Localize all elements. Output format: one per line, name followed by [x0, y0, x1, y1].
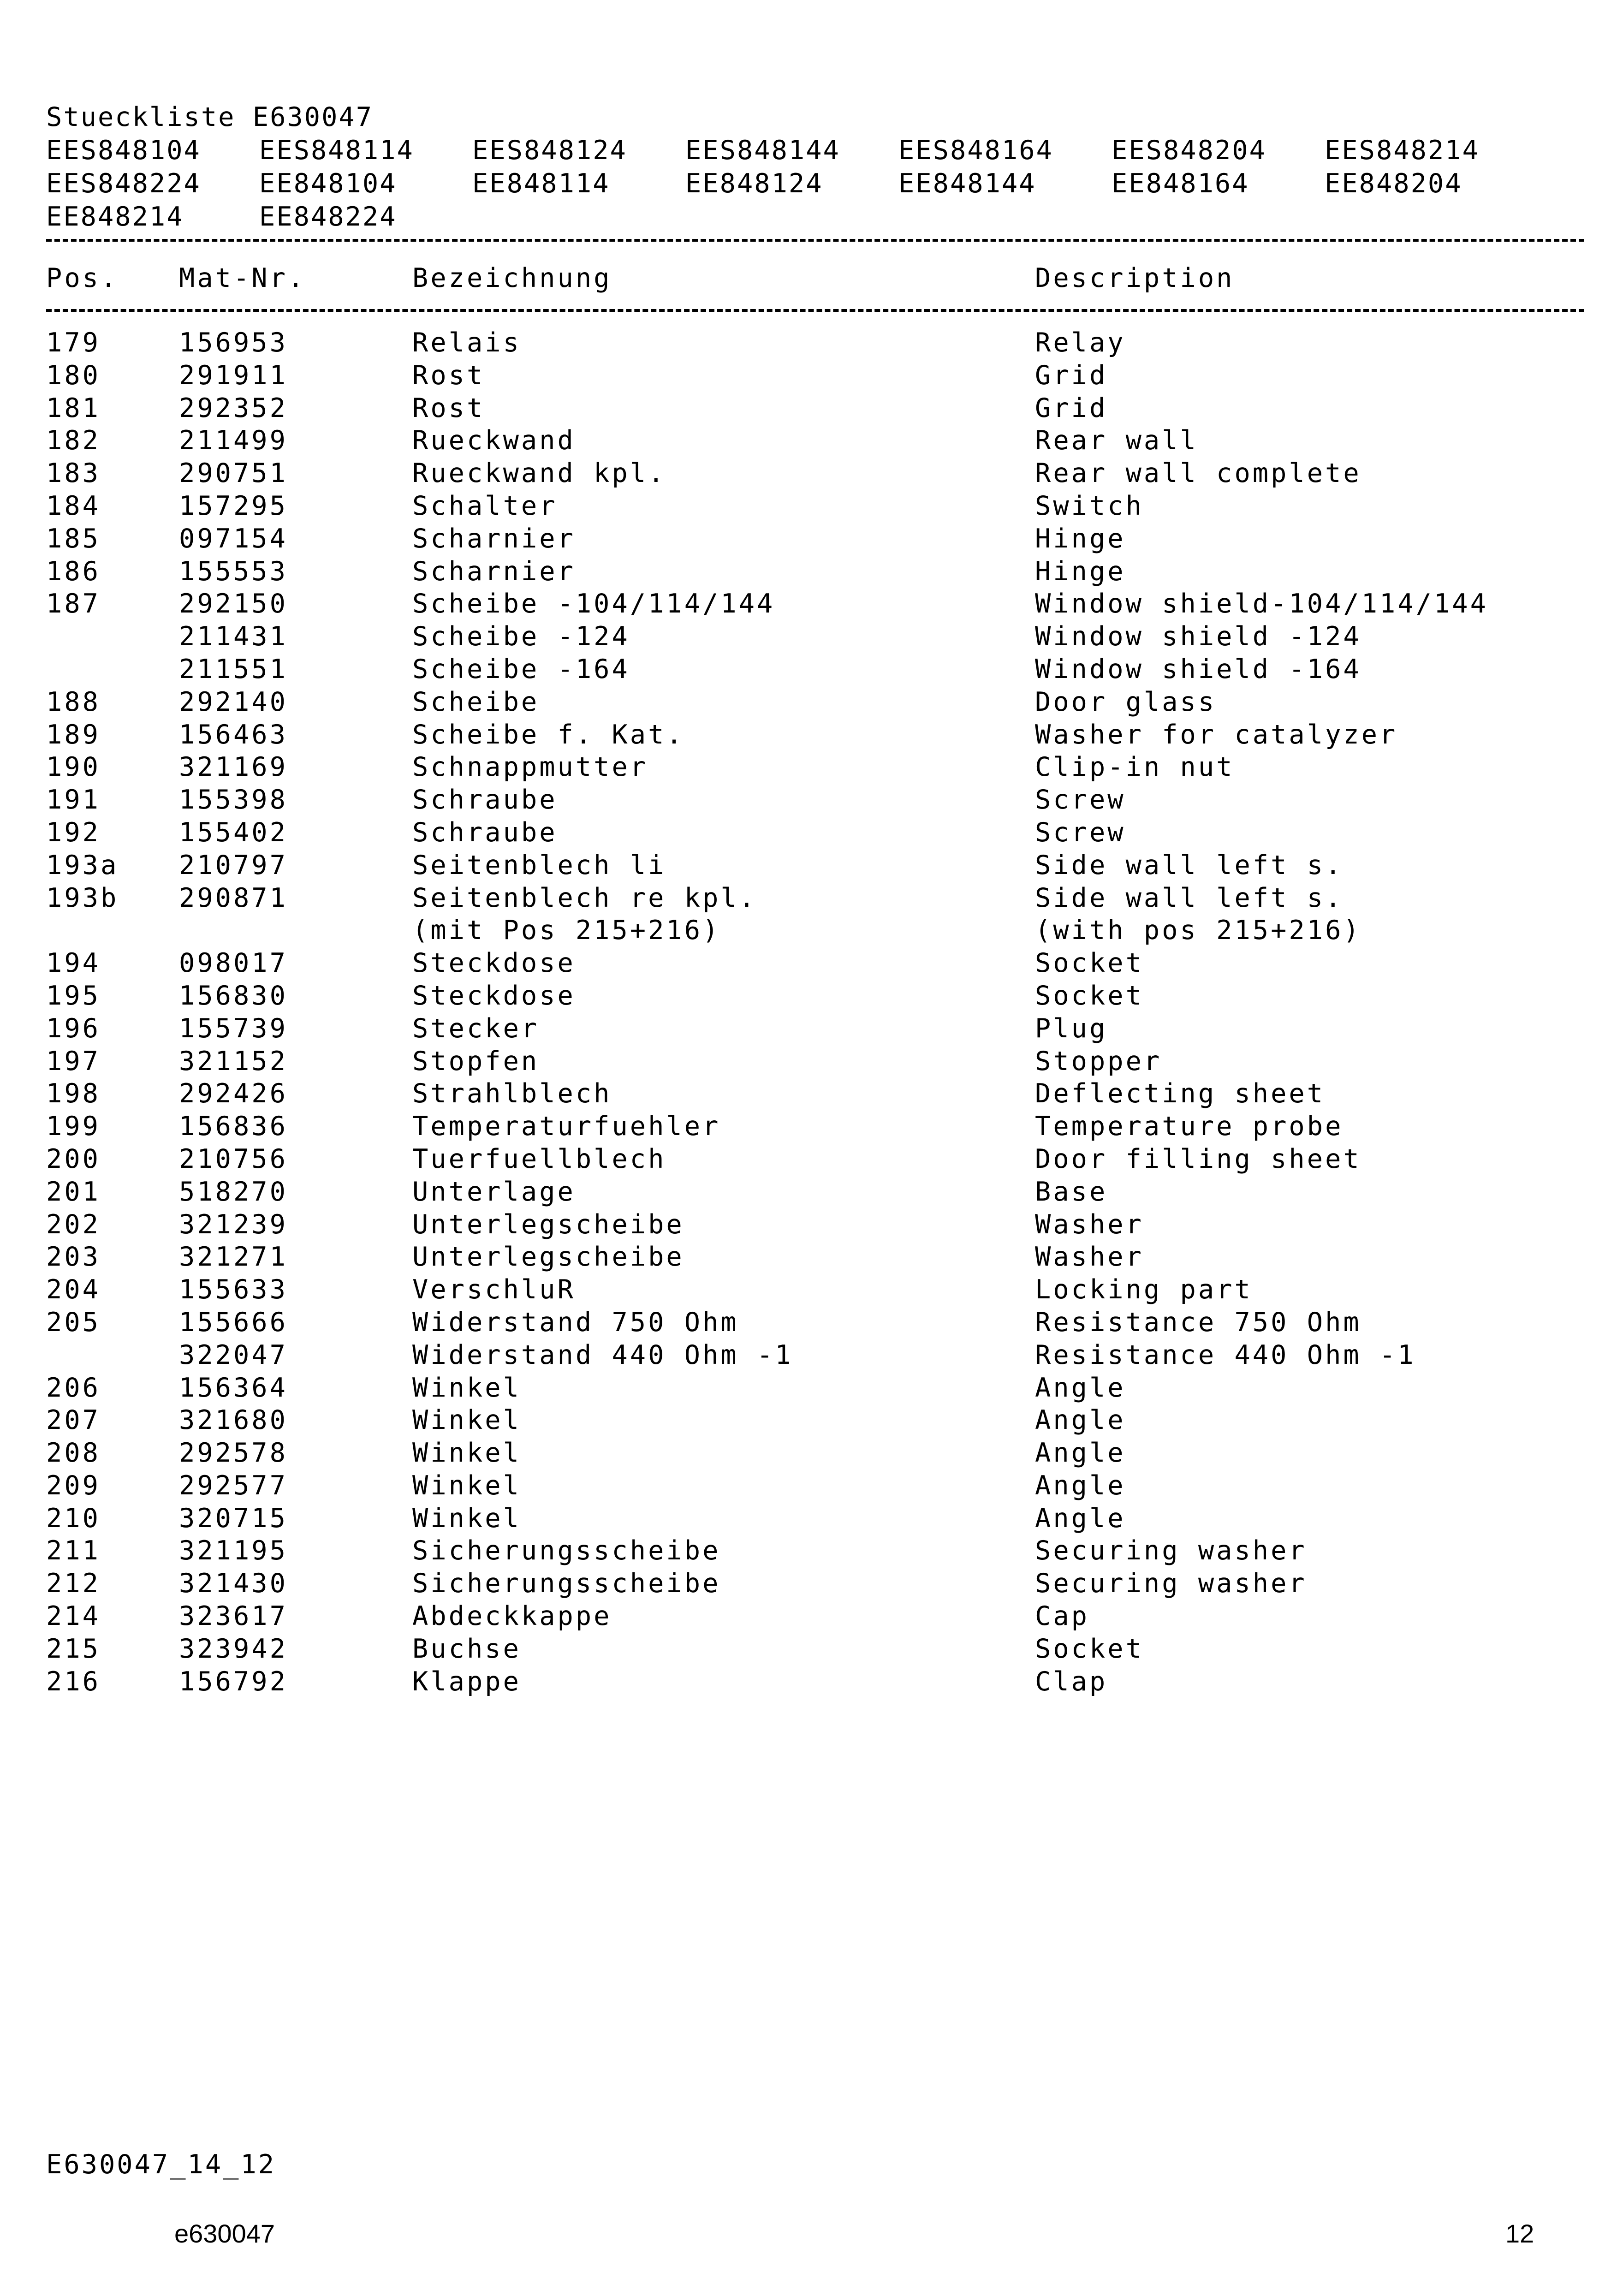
part-bezeichnung: (mit Pos 215+216) [412, 915, 721, 946]
model-number: EE848144 [898, 168, 1036, 199]
part-pos: 207 [46, 1405, 101, 1436]
model-number: EE848214 [46, 202, 184, 232]
part-mat-nr: 211551 [179, 654, 288, 684]
model-number: EES848224 [46, 168, 201, 199]
table-row [46, 1274, 1584, 1307]
part-bezeichnung: Widerstand 440 Ohm -1 [412, 1339, 793, 1370]
part-mat-nr: 292577 [179, 1470, 288, 1501]
table-row [46, 556, 1584, 589]
table-row [46, 458, 1584, 491]
part-description: Temperature probe [1035, 1111, 1344, 1142]
part-bezeichnung: Winkel [412, 1438, 521, 1469]
part-mat-nr: 323617 [179, 1601, 288, 1632]
part-description: Door glass [1035, 686, 1217, 717]
model-number: EE848204 [1325, 168, 1462, 199]
model-row [46, 134, 1538, 167]
table-row [46, 883, 1584, 916]
part-description: Side wall left s. [1035, 882, 1344, 913]
part-pos: 192 [46, 817, 101, 848]
part-description: Angle [1035, 1503, 1126, 1534]
part-description: Relay [1035, 327, 1126, 358]
table-row [46, 1144, 1584, 1177]
part-mat-nr: 292150 [179, 589, 288, 619]
part-bezeichnung: Scheibe -104/114/144 [412, 589, 775, 619]
table-row [46, 785, 1584, 817]
part-pos: 194 [46, 948, 101, 979]
part-mat-nr: 156836 [179, 1111, 288, 1142]
table-row [46, 1013, 1584, 1046]
part-bezeichnung: Rost [412, 393, 485, 423]
part-description: Washer [1035, 1242, 1144, 1273]
document-code: E630047_14_12 [46, 2149, 276, 2180]
part-bezeichnung: Seitenblech re kpl. [412, 882, 757, 913]
part-mat-nr: 321169 [179, 752, 288, 783]
part-description: (with pos 215+216) [1035, 915, 1361, 946]
part-pos: 198 [46, 1078, 101, 1109]
part-bezeichnung: Schalter [412, 490, 558, 521]
part-pos: 204 [46, 1274, 101, 1305]
part-mat-nr: 155633 [179, 1274, 288, 1305]
part-description: Resistance 750 Ohm [1035, 1307, 1361, 1338]
part-mat-nr: 321680 [179, 1405, 288, 1436]
part-pos: 196 [46, 1013, 101, 1044]
header-bezeichnung: Bezeichnung [412, 263, 612, 293]
part-bezeichnung: Temperaturfuehler [412, 1111, 721, 1142]
model-row [46, 200, 1538, 233]
divider-header [46, 309, 1584, 312]
part-description: Switch [1035, 490, 1144, 521]
part-bezeichnung: Tuerfuellblech [412, 1143, 666, 1174]
part-mat-nr: 321271 [179, 1242, 288, 1273]
part-description: Rear wall [1035, 425, 1198, 456]
part-description: Window shield -164 [1035, 654, 1361, 684]
part-pos: 185 [46, 523, 101, 554]
part-description: Stopper [1035, 1046, 1162, 1077]
part-mat-nr: 321195 [179, 1535, 288, 1566]
part-mat-nr: 211431 [179, 621, 288, 652]
part-pos: 200 [46, 1143, 101, 1174]
part-pos: 208 [46, 1438, 101, 1469]
table-row [46, 1634, 1584, 1666]
part-mat-nr: 321239 [179, 1209, 288, 1240]
table-row [46, 1438, 1584, 1470]
part-bezeichnung: Stopfen [412, 1046, 540, 1077]
table-row [46, 720, 1584, 752]
part-bezeichnung: Rost [412, 360, 485, 391]
model-number: EES848104 [46, 135, 201, 166]
part-bezeichnung: Steckdose [412, 980, 576, 1011]
part-bezeichnung: Winkel [412, 1405, 521, 1436]
part-pos: 195 [46, 980, 101, 1011]
part-mat-nr: 292352 [179, 393, 288, 423]
part-pos: 212 [46, 1568, 101, 1599]
part-bezeichnung: Winkel [412, 1470, 521, 1501]
part-pos: 189 [46, 719, 101, 750]
table-row [46, 1535, 1584, 1568]
table-row [46, 393, 1584, 426]
part-pos: 183 [46, 458, 101, 489]
part-mat-nr: 518270 [179, 1176, 288, 1207]
part-pos: 214 [46, 1601, 101, 1632]
table-row [46, 752, 1584, 785]
table-row [46, 327, 1584, 360]
part-bezeichnung: Schraube [412, 785, 558, 815]
model-number: EES848124 [472, 135, 627, 166]
part-pos: 188 [46, 686, 101, 717]
part-bezeichnung: Rueckwand kpl. [412, 458, 666, 489]
part-bezeichnung: Scheibe f. Kat. [412, 719, 684, 750]
divider-top [46, 239, 1584, 242]
part-pos: 191 [46, 785, 101, 815]
part-bezeichnung: Winkel [412, 1503, 521, 1534]
part-description: Hinge [1035, 556, 1126, 587]
table-row [46, 1601, 1584, 1634]
part-mat-nr: 292578 [179, 1438, 288, 1469]
table-row [46, 850, 1584, 883]
table-row [46, 1568, 1584, 1601]
part-bezeichnung: Sicherungsscheibe [412, 1535, 721, 1566]
part-pos: 193a [46, 850, 119, 880]
part-bezeichnung: Strahlblech [412, 1078, 612, 1109]
table-row [46, 1209, 1584, 1242]
part-mat-nr: 292140 [179, 686, 288, 717]
table-row [46, 1307, 1584, 1340]
part-mat-nr: 321152 [179, 1046, 288, 1077]
part-pos: 209 [46, 1470, 101, 1501]
part-description: Deflecting sheet [1035, 1078, 1326, 1109]
table-row [46, 915, 1584, 948]
part-bezeichnung: Schraube [412, 817, 558, 848]
part-bezeichnung: Scheibe -124 [412, 621, 630, 652]
table-row [46, 1046, 1584, 1079]
part-description: Screw [1035, 817, 1126, 848]
part-bezeichnung: Unterlegscheibe [412, 1242, 684, 1273]
part-mat-nr: 156792 [179, 1666, 288, 1697]
header-mat-nr: Mat-Nr. [179, 263, 306, 293]
part-description: Window shield -124 [1035, 621, 1361, 652]
part-bezeichnung: Scheibe -164 [412, 654, 630, 684]
part-bezeichnung: Unterlage [412, 1176, 576, 1207]
table-row [46, 621, 1584, 654]
part-mat-nr: 290751 [179, 458, 288, 489]
part-mat-nr: 098017 [179, 948, 288, 979]
part-description: Angle [1035, 1405, 1126, 1436]
model-number: EE848114 [472, 168, 610, 199]
table-row [46, 981, 1584, 1013]
part-bezeichnung: Abdeckkappe [412, 1601, 612, 1632]
part-description: Securing washer [1035, 1535, 1307, 1566]
page-number: 12 [1505, 2219, 1534, 2248]
parts-table [46, 327, 1584, 1699]
part-mat-nr: 156463 [179, 719, 288, 750]
part-bezeichnung: Steckdose [412, 948, 576, 979]
part-bezeichnung: Schnappmutter [412, 752, 648, 783]
model-number: EE848224 [259, 202, 397, 232]
part-mat-nr: 156830 [179, 980, 288, 1011]
part-description: Window shield-104/114/144 [1035, 589, 1488, 619]
part-description: Cap [1035, 1601, 1089, 1632]
part-mat-nr: 156953 [179, 327, 288, 358]
part-bezeichnung: Winkel [412, 1372, 521, 1403]
page-title: Stueckliste E630047 [46, 102, 374, 132]
part-pos: 182 [46, 425, 101, 456]
part-mat-nr: 210797 [179, 850, 288, 880]
part-bezeichnung: Klappe [412, 1666, 521, 1697]
table-row [46, 1470, 1584, 1503]
part-bezeichnung: Stecker [412, 1013, 540, 1044]
model-number: EE848104 [259, 168, 397, 199]
part-pos: 206 [46, 1372, 101, 1403]
part-mat-nr: 155398 [179, 785, 288, 815]
part-mat-nr: 320715 [179, 1503, 288, 1534]
part-mat-nr: 291911 [179, 360, 288, 391]
part-bezeichnung: Sicherungsscheibe [412, 1568, 721, 1599]
part-description: Angle [1035, 1372, 1126, 1403]
part-mat-nr: 211499 [179, 425, 288, 456]
part-mat-nr: 292426 [179, 1078, 288, 1109]
part-pos: 180 [46, 360, 101, 391]
part-description: Rear wall complete [1035, 458, 1361, 489]
part-description: Screw [1035, 785, 1126, 815]
part-description: Grid [1035, 360, 1108, 391]
part-description: Washer for catalyzer [1035, 719, 1398, 750]
part-description: Base [1035, 1176, 1108, 1207]
part-pos: 193b [46, 882, 119, 913]
part-mat-nr: 210756 [179, 1143, 288, 1174]
part-pos: 202 [46, 1209, 101, 1240]
part-bezeichnung: Seitenblech li [412, 850, 666, 880]
part-description: Socket [1035, 980, 1144, 1011]
part-description: Door filling sheet [1035, 1143, 1361, 1174]
part-mat-nr: 155402 [179, 817, 288, 848]
model-number: EES848164 [898, 135, 1053, 166]
part-bezeichnung: Unterlegscheibe [412, 1209, 684, 1240]
table-row [46, 1666, 1584, 1699]
header-pos: Pos. [46, 263, 119, 293]
part-description: Socket [1035, 948, 1144, 979]
part-description: Resistance 440 Ohm -1 [1035, 1339, 1416, 1370]
model-number: EES848204 [1112, 135, 1266, 166]
part-description: Socket [1035, 1633, 1144, 1664]
part-pos: 179 [46, 327, 101, 358]
part-pos: 184 [46, 490, 101, 521]
part-description: Angle [1035, 1438, 1126, 1469]
part-pos: 201 [46, 1176, 101, 1207]
part-mat-nr: 155553 [179, 556, 288, 587]
part-mat-nr: 157295 [179, 490, 288, 521]
part-pos: 215 [46, 1633, 101, 1664]
part-pos: 190 [46, 752, 101, 783]
part-pos: 216 [46, 1666, 101, 1697]
model-number: EES848214 [1325, 135, 1480, 166]
part-pos: 187 [46, 589, 101, 619]
part-description: Hinge [1035, 523, 1126, 554]
table-row [46, 1242, 1584, 1274]
part-bezeichnung: Scharnier [412, 523, 576, 554]
part-mat-nr: 155739 [179, 1013, 288, 1044]
part-pos: 205 [46, 1307, 101, 1338]
part-description: Grid [1035, 393, 1108, 423]
part-mat-nr: 155666 [179, 1307, 288, 1338]
part-pos: 203 [46, 1242, 101, 1273]
table-row [46, 817, 1584, 850]
part-description: Clip-in nut [1035, 752, 1235, 783]
table-row [46, 1177, 1584, 1209]
header-description: Description [1035, 263, 1235, 293]
model-number: EE848164 [1112, 168, 1249, 199]
part-pos: 211 [46, 1535, 101, 1566]
table-row [46, 1111, 1584, 1144]
table-row [46, 1340, 1584, 1373]
part-pos: 186 [46, 556, 101, 587]
part-mat-nr: 321430 [179, 1568, 288, 1599]
part-bezeichnung: Relais [412, 327, 521, 358]
part-pos: 197 [46, 1046, 101, 1077]
table-row [46, 1078, 1584, 1111]
table-row [46, 523, 1584, 556]
table-row [46, 360, 1584, 393]
table-row [46, 425, 1584, 458]
model-number: EES848144 [685, 135, 840, 166]
part-description: Locking part [1035, 1274, 1253, 1305]
footer-reference: e630047 [174, 2219, 275, 2248]
part-bezeichnung: VerschluR [412, 1274, 576, 1305]
part-pos: 181 [46, 393, 101, 423]
part-bezeichnung: Widerstand 750 Ohm [412, 1307, 739, 1338]
table-row [46, 948, 1584, 981]
model-row [46, 167, 1538, 200]
part-bezeichnung: Buchse [412, 1633, 521, 1664]
table-row [46, 654, 1584, 687]
part-mat-nr: 097154 [179, 523, 288, 554]
part-bezeichnung: Rueckwand [412, 425, 576, 456]
part-mat-nr: 156364 [179, 1372, 288, 1403]
table-row [46, 589, 1584, 621]
part-mat-nr: 290871 [179, 882, 288, 913]
table-row [46, 1373, 1584, 1405]
part-pos: 199 [46, 1111, 101, 1142]
table-row [46, 491, 1584, 523]
part-description: Plug [1035, 1013, 1108, 1044]
part-description: Securing washer [1035, 1568, 1307, 1599]
model-number: EES848114 [259, 135, 414, 166]
table-row [46, 1503, 1584, 1536]
part-mat-nr: 323942 [179, 1633, 288, 1664]
part-description: Clap [1035, 1666, 1108, 1697]
part-pos: 210 [46, 1503, 101, 1534]
part-description: Angle [1035, 1470, 1126, 1501]
part-bezeichnung: Scheibe [412, 686, 540, 717]
part-description: Washer [1035, 1209, 1144, 1240]
part-mat-nr: 322047 [179, 1339, 288, 1370]
part-bezeichnung: Scharnier [412, 556, 576, 587]
table-row [46, 687, 1584, 720]
part-description: Side wall left s. [1035, 850, 1344, 880]
table-row [46, 1405, 1584, 1438]
model-list [46, 134, 1538, 233]
model-number: EE848124 [685, 168, 823, 199]
